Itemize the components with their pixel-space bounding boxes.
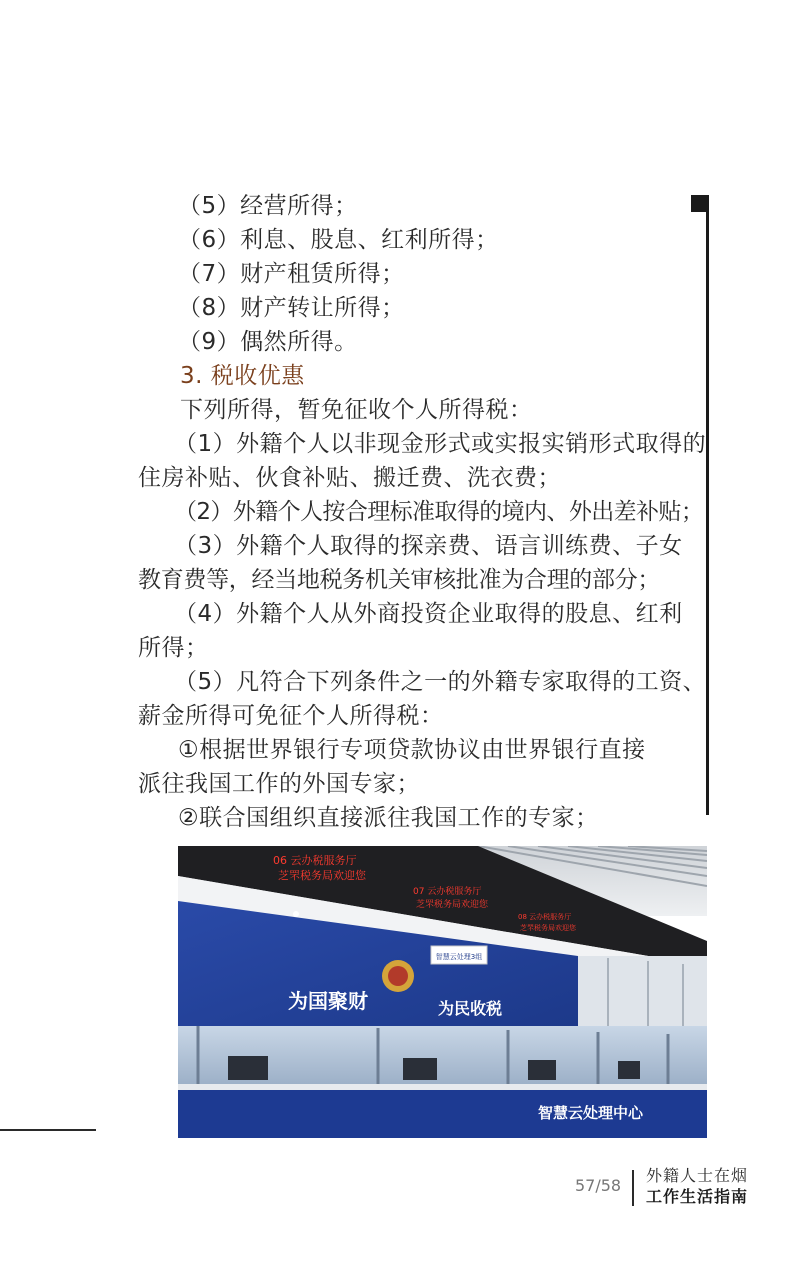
exemption-1-line2: 住房补贴、伙食补贴、搬迁费、洗衣费；	[138, 465, 561, 491]
footer-divider	[632, 1170, 634, 1206]
page-number: 57/58	[575, 1176, 622, 1195]
slogan-right: 为民收税	[438, 999, 503, 1018]
sub-item-1-line2: 派往我国工作的外国专家；	[138, 771, 420, 797]
footer-title-line1: 外籍人士在烟	[646, 1166, 749, 1185]
exemption-4-line1: （4）外籍个人从外商投资企业取得的股息、红利	[174, 601, 683, 627]
list-item-5: （5）经营所得；	[178, 193, 358, 219]
list-item-9: （9）偶然所得。	[178, 329, 358, 355]
led-sign-text: 06 云办税服务厅	[273, 854, 357, 867]
tax-emblem-center	[388, 966, 408, 986]
list-item-8: （8）财产转让所得；	[178, 295, 405, 321]
slogan-left: 为国聚财	[288, 989, 368, 1013]
side-rule	[706, 195, 709, 815]
ceiling-light	[293, 911, 299, 917]
bottom-rule	[0, 1129, 96, 1131]
led-sign-text: 芝罘税务局欢迎您	[520, 924, 576, 932]
list-item-6: （6）利息、股息、红利所得；	[178, 227, 499, 253]
exemption-5-line1: （5）凡符合下列条件之一的外籍专家取得的工资、	[174, 669, 707, 695]
led-sign-text: 08 云办税服务厅	[518, 913, 572, 921]
hanging-sign-text: 智慧云处理3组	[435, 953, 483, 961]
section-heading: 3. 税收优惠	[180, 363, 305, 389]
exemption-1-line1: （1）外籍个人以非现金形式或实报实销形式取得的	[174, 431, 707, 457]
led-sign-text: 07 云办税服务厅	[413, 887, 482, 897]
led-sign-text: 芝罘税务局欢迎您	[278, 869, 366, 882]
exemption-2: （2）外籍个人按合理标准取得的境内、外出差补贴；	[174, 499, 704, 525]
chapter-marker	[691, 195, 707, 212]
led-sign-text: 芝罘税务局欢迎您	[416, 900, 489, 910]
paragraph-intro: 下列所得，暂免征收个人所得税：	[180, 397, 533, 423]
exemption-4-line2: 所得；	[138, 635, 209, 661]
exemption-3-line1: （3）外籍个人取得的探亲费、语言训练费、子女	[174, 533, 683, 559]
exemption-3-line2: 教育费等，经当地税务机关审核批准为合理的部分；	[138, 567, 661, 593]
sub-item-2: ②联合国组织直接派往我国工作的专家；	[178, 805, 599, 831]
exemption-5-line2: 薪金所得可免征个人所得税：	[138, 703, 444, 729]
sub-item-1-line1: ①根据世界银行专项贷款协议由世界银行直接	[178, 737, 646, 763]
list-item-7: （7）财产租赁所得；	[178, 261, 405, 287]
footer-title-line2: 工作生活指南	[646, 1187, 749, 1206]
counter-top	[178, 1084, 707, 1090]
counter-label: 智慧云处理中心	[538, 1104, 644, 1122]
tax-hall-photo	[178, 846, 707, 1138]
